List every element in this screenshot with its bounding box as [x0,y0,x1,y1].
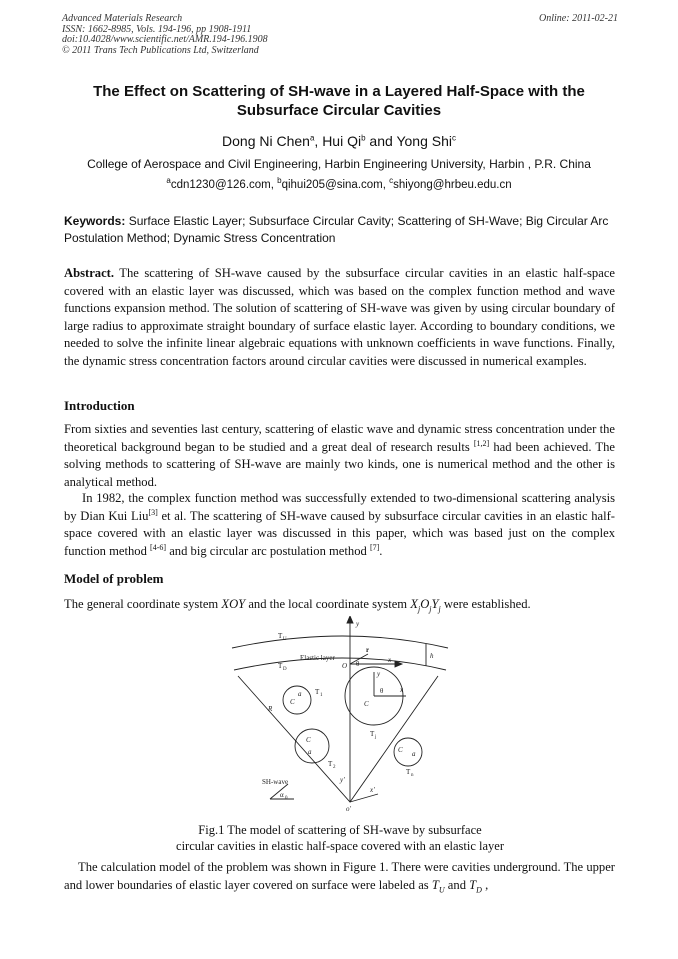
math-sub: D [476,885,482,895]
upper-boundary-tu [232,636,448,648]
author-sep: and [365,133,397,149]
intro-heading: Introduction [64,398,135,413]
text-run: . [379,543,383,558]
label-a2: a [308,748,312,756]
math-td: T [469,877,477,892]
caption-line-2: circular cavities in elastic half-space covered with an elastic layer [176,839,504,853]
math-tu: T [431,877,439,892]
label-y: y [356,620,360,628]
email-line [62,176,616,191]
doi-line: doi:10.4028/www.scientific.net/AMR.194-196.1908 [62,34,268,45]
label-tu: T [278,632,283,640]
label-t2-sub: 2 [333,765,336,770]
label-alpha0-sub: 0 [285,796,288,801]
author-sep: , [314,133,323,149]
text-run: and [444,877,470,892]
online-date: Online: 2011-02-21 [539,13,618,24]
y-axis-arrow [347,616,353,623]
author-3: Yong Shi [396,133,452,149]
author-3-sup: c [451,133,456,143]
abstract-label: Abstract. [64,266,115,280]
author-1: Dong Ni Chen [222,133,310,149]
figure-1-diagram [230,616,450,812]
email-link-1[interactable]: cdn1230@126.com, [170,179,278,191]
figure-caption [150,822,530,854]
email-sup: c [389,176,394,186]
label-a1: a [298,690,302,698]
text-run: and big circular arc postulation method [166,543,370,558]
journal-name: Advanced Materials Research [62,13,183,24]
text-run: and the local coordinate system [245,597,411,611]
intro-paragraph-2 [64,490,615,560]
abstract-text: The scattering of SH-wave caused by the subsurface circular cavities in an elastic half-space covered with an elastic layer was discussed, which was based on the complex function method and wave functions expansion method. The solution of scattering of SH-wave was given by using circular boundary of large radius to approximate straight boundary of surface elastic layer. According to boundary conditions, we needed to solve the infinite linear algebraic equations with unknown coefficients in wave functions. Finally, the dynamic stress concentration factors around circular cavities were discussed in numerical examples. [64,266,615,368]
citation[interactable]: [3] [148,507,158,517]
email-link-3[interactable]: shiyong@hrbeu.edu.cn [393,179,512,191]
label-oprime: o' [346,805,351,812]
math-sub: j [429,604,432,614]
label-alpha0: α [280,791,284,799]
label-c1: C [290,698,295,706]
author-1-sup: a [309,133,315,143]
label-td-sub: D [283,667,287,672]
label-yprime: y' [340,776,345,784]
email-link-2[interactable]: qihui205@sina.com, [281,179,390,191]
label-r: r [366,646,370,654]
oprime-x-axis [350,794,378,802]
math-sub: U [438,885,445,895]
label-big-r: R [268,705,273,713]
label-tj-sub: j [375,735,377,740]
cavity-1 [283,686,311,714]
text-run: had been achieved. The solving methods to scattering of SH-wave are mainly two kinds, one is numerical method and the other is analytical method. [64,439,615,489]
keywords-text: Surface Elastic Layer; Subsurface Circular Cavity; Scattering of SH-Wave; Big Circular Arc Postulation Method; Dynamic Stress Concentration [64,214,609,245]
model-paragraph [64,596,615,614]
affiliation: College of Aerospace and Civil Engineering, Harbin Engineering University, Harbin , P.R. China [87,157,591,171]
label-cn: C [398,746,403,754]
label-t1: T [315,688,320,696]
citation[interactable]: [7] [369,542,380,552]
caption-line-1: Fig.1 The model of scattering of SH-wave by subsurface [198,823,482,837]
label-xj: x [400,686,404,694]
math-y: Y [431,597,439,611]
label-yj: y [377,670,381,678]
label-tn-sub: n [411,773,414,778]
label-theta: θ [356,660,360,668]
email-sup: b [277,176,282,186]
label-t1-sub: 1 [320,693,323,698]
journal-header [62,14,618,56]
text-run: The calculation model of the problem was shown in Figure 1. There were cavities underground. The upper and lower boundaries of elastic layer covered on surface were labeled as [64,860,615,892]
math-sub: j [438,604,441,614]
text-run: et al. The scattering of SH-wave caused by subsurface circular cavities in an elastic half-space covered with an elastic layer was discussed in this paper, which was based just on the complex function method [64,508,615,558]
text-run: In 1982, the complex function method was successfully extended to two-dimensional scattering analysis by Dian Kui Liu [64,491,615,523]
label-c2: C [306,736,311,744]
text-run: were established. [440,597,531,611]
label-h: h [430,652,434,660]
paper-title: The Effect on Scattering of SH-wave in a Layered Half-Space with the Subsurface Circular Cavities [93,83,585,119]
issn-line: ISSN: 1662-8985, Vols. 194-196, pp 1908-1911 [62,23,252,35]
label-an: a [412,750,416,758]
math-o: O [420,597,430,611]
text-run: The general coordinate system [64,597,222,611]
model-heading: Model of problem [64,571,164,586]
label-tj: T [370,730,375,738]
authors-line [62,133,616,149]
label-elastic-layer: Elastic layer [300,654,335,662]
abstract [64,265,615,370]
label-xprime: x' [370,786,375,794]
lower-boundary-td [234,658,446,670]
math-xoy: XOY [221,597,246,611]
author-2: Hui Qi [322,133,362,149]
math-x: X [410,597,418,611]
label-cj: C [364,700,369,708]
email-sup: a [166,176,171,186]
keywords [64,213,616,247]
label-thetaj: θ [380,687,384,695]
label-tn: T [406,768,411,776]
citation[interactable]: [1,2] [473,438,490,448]
label-td: T [278,662,283,670]
author-2-sup: b [361,133,366,143]
label-tu-sub: U [283,637,287,642]
label-origin: O [342,662,348,670]
citation[interactable]: [4-6] [150,542,167,552]
keywords-label: Keywords: [64,214,126,228]
text-run: , [481,877,489,892]
label-t2: T [328,760,333,768]
label-sh-wave: SH-wave [262,778,289,786]
copyright-line: © 2011 Trans Tech Publications Ltd, Switzerland [62,44,259,56]
model-paragraph-2 [64,859,615,894]
intro-paragraph-1 [64,421,615,491]
text-run: From sixties and seventies last century, scattering of elastic wave and dynamic stress concentration under the theoretical background began to be studied and a great deal of research results [64,422,615,454]
label-x: x [388,656,392,664]
math-sub: j [417,604,421,614]
